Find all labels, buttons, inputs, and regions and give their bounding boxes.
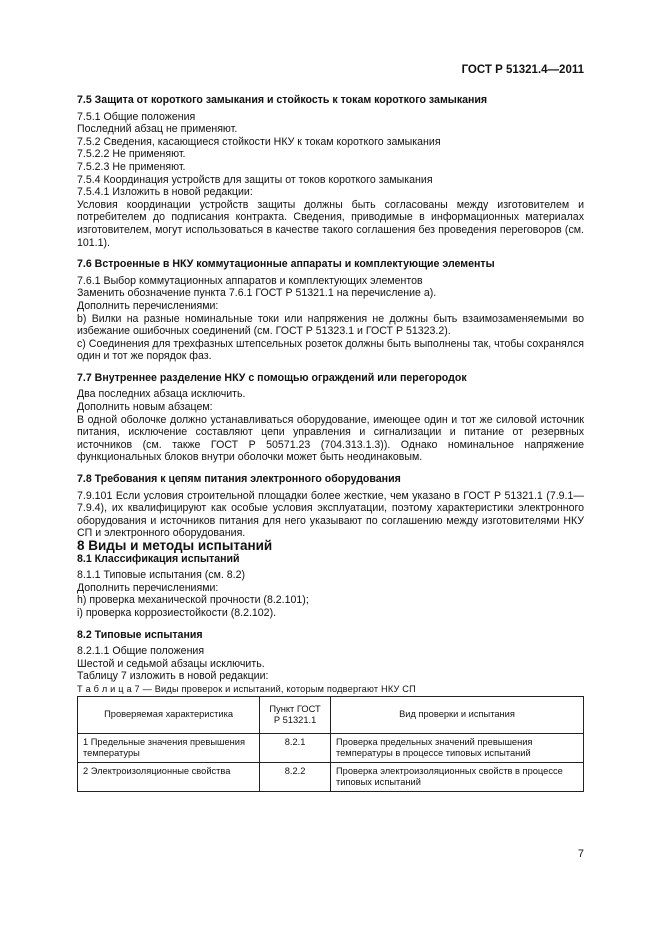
paragraph: В одной оболочке должно устанавливаться оборудование, имеющее один и тот же силовой источник питания, исключение составляют цепи управления и сигнализации и питание от резервных источников (см. также ГОСТ Р 50571.23 (704.313.1.3)). Однако номинальное напряжение функциональных блоков внутри оболочки может быть неодинаковым. (77, 413, 584, 464)
section-7-5-title: 7.5 Защита от короткого замыкания и стойкость к токам короткого замыкания (77, 94, 488, 106)
paragraph: Условия координации устройств защиты должны быть согласованы между изготовителем и потребителем до подписания контракта. Сведения, приводимые в информационных материалах изготовителем, могут использоваться в качестве такого соглашения без проведения переговоров (см. 101.1). (77, 198, 584, 249)
section-7-6-title: 7.6 Встроенные в НКУ коммутационные аппараты и комплектующие элементы (77, 258, 495, 271)
paragraph: 7.5.1 Общие положения (77, 110, 196, 123)
paragraph: h) проверка механической прочности (8.2.101); (77, 594, 309, 607)
table-header-row (78, 696, 584, 733)
table-row (78, 762, 584, 791)
paragraph: Таблицу 7 изложить в новой редакции: (77, 670, 269, 683)
paragraph: Дополнить новым абзацем: (77, 401, 213, 414)
table-row (78, 733, 584, 762)
table-cell: 8.2.1 (260, 733, 331, 762)
paragraph: 7.5.2.2 Не применяют. (77, 148, 186, 161)
section-8-2-title: 8.2 Типовые испытания (77, 628, 203, 641)
table-header-cell: Пункт ГОСТ Р 51321.1 (260, 696, 331, 733)
paragraph: Дополнить перечислениями: (77, 299, 219, 312)
table-cell: 8.2.2 (260, 762, 331, 791)
paragraph: 7.5.4 Координация устройств для защиты от токов короткого замыкания (77, 173, 433, 186)
paragraph: 7.5.4.1 Изложить в новой редакции: (77, 186, 253, 199)
section-7-8-title: 7.8 Требования к цепям питания электронного оборудования (77, 473, 401, 486)
paragraph: Дополнить перечислениями: (77, 581, 219, 594)
paragraph: Два последних абзаца исключить. (77, 388, 246, 401)
paragraph: 7.5.2.3 Не применяют. (77, 160, 186, 173)
paragraph: 8.1.1 Типовые испытания (см. 8.2) (77, 569, 246, 582)
table-header-cell: Вид проверки и испытания (330, 696, 583, 733)
table-cell: 2 Электроизоляционные свойства (78, 762, 260, 791)
section-8-1-title: 8.1 Классификация испытаний (77, 552, 240, 565)
table-cell: 1 Предельные значения превышения температуры (78, 733, 260, 762)
inspection-table (77, 696, 584, 792)
section-7-7-title: 7.7 Внутреннее разделение НКУ с помощью ограждений или перегородок (77, 371, 467, 384)
paragraph: 7.6.1 Выбор коммутационных аппаратов и комплектующих элементов (77, 274, 423, 287)
table-header-cell: Проверяемая характеристика (78, 696, 260, 733)
table-caption: Т а б л и ц а 7 — Виды проверок и испытаний, которым подвергают НКУ СП (77, 683, 416, 694)
section-8-title: 8 Виды и методы испытаний (77, 538, 273, 553)
paragraph: c) Соединения для трехфазных штепсельных розеток должны быть выполнены так, чтобы сохранялся один и тот же порядок фаз. (77, 337, 584, 363)
table-cell: Проверка предельных значений превышения температуры в процессе типовых испытаний (330, 733, 583, 762)
paragraph: Последний абзац не применяют. (77, 123, 238, 136)
paragraph: Шестой и седьмой абзацы исключить. (77, 657, 265, 670)
page-number: 7 (577, 848, 584, 860)
document-body (77, 94, 584, 792)
paragraph: 8.2.1.1 Общие положения (77, 645, 205, 658)
paragraph: 7.5.2 Сведения, касающиеся стойкости НКУ к токам короткого замыкания (77, 135, 441, 148)
paragraph: Заменить обозначение пункта 7.6.1 ГОСТ Р 51321.1 на перечисление а). (77, 287, 437, 300)
paragraph: b) Вилки на разные номинальные токи или напряжения не должны быть взаимозаменяемыми во избежание ошибочных соединений (см. ГОСТ Р 51323.1 и ГОСТ Р 51323.2). (77, 312, 584, 338)
table-cell: Проверка электроизоляционных свойств в процессе типовых испытаний (330, 762, 583, 791)
paragraph: 7.9.101 Если условия строительной площадки более жесткие, чем указано в ГОСТ Р 51321.1 (7.9.1—7.9.4), их квалифицируют как особые условия эксплуатации, поэтому характеристики электронного оборудования и источников питания для него указывают по соглашению между изготовителями НКУ СП и электронного оборудования. (77, 489, 584, 540)
paragraph: i) проверка коррозиестойкости (8.2.102). (77, 606, 277, 619)
document-header: ГОСТ Р 51321.4—2011 (461, 64, 584, 76)
